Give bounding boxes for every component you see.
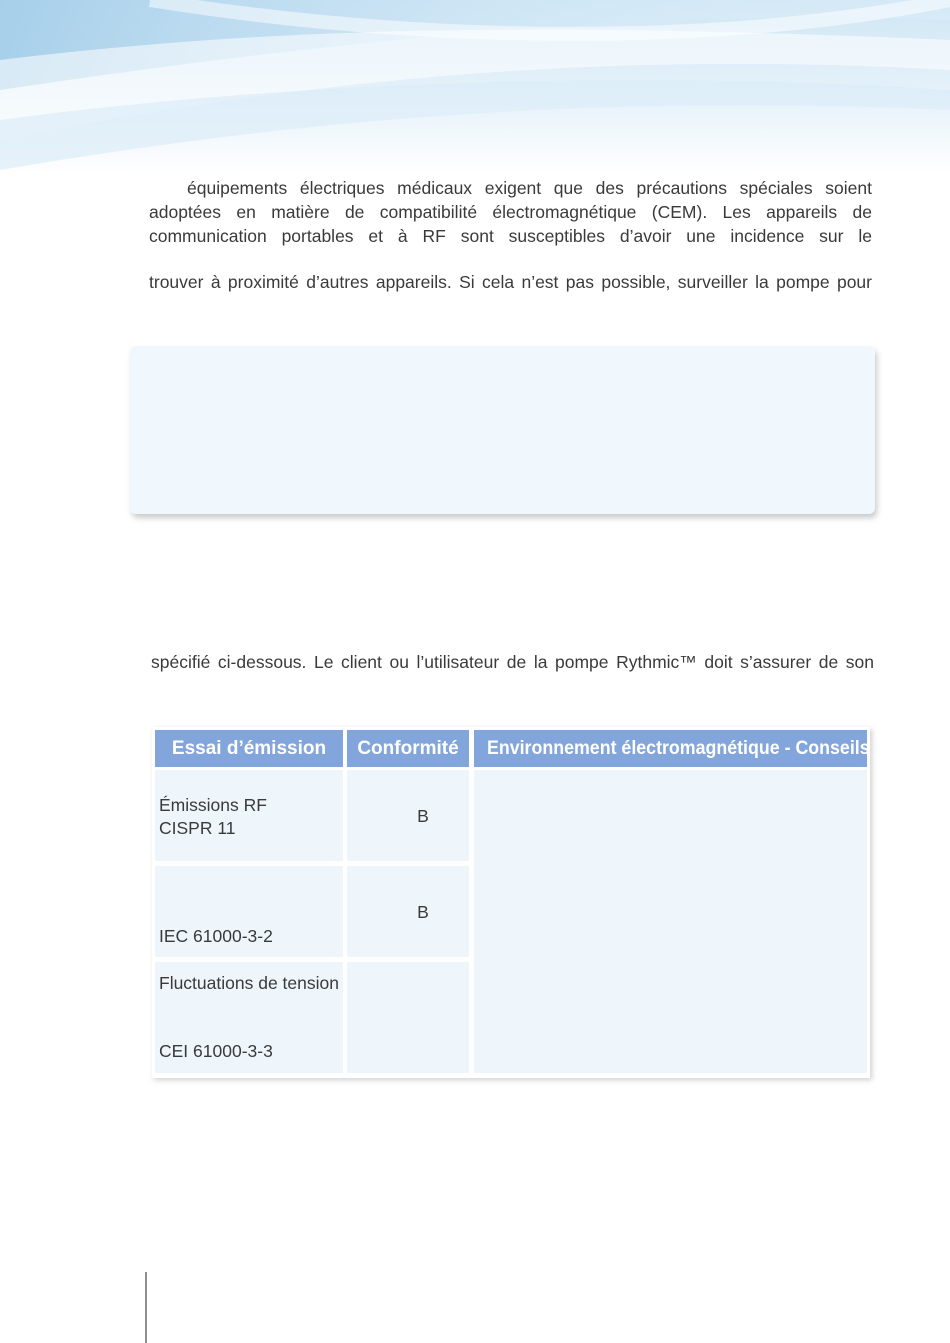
cell-text: Fluctuations de tension xyxy=(159,973,339,993)
proximity-paragraph xyxy=(149,270,872,294)
cell-text: B xyxy=(417,806,429,826)
table-cell-compliance xyxy=(347,770,469,861)
intro-line: communication portables et à RF sont susceptibles d’avoir une incidence sur le xyxy=(149,226,872,246)
proximity-line: trouver à proximité d’autres appareils. Si cela n’est pas possible, surveiller la pompe pour xyxy=(149,272,872,292)
table-cell-guidance xyxy=(474,770,867,1073)
cell-text: Émissions RF xyxy=(159,795,267,815)
margin-rule xyxy=(145,1272,147,1343)
cell-text: IEC 61000-3-2 xyxy=(159,926,273,946)
spec-paragraph xyxy=(151,650,874,674)
table-cell-compliance xyxy=(347,866,469,957)
cell-text: B xyxy=(417,902,429,922)
intro-line: adoptées en matière de compatibilité électromagnétique (CEM). Les appareils de xyxy=(149,202,872,222)
emissions-table xyxy=(152,727,870,1078)
table-cell-compliance xyxy=(347,962,469,1073)
table-cell-test xyxy=(155,770,343,861)
table-cell-test xyxy=(155,962,343,1073)
header-compliance: Conformité xyxy=(347,730,469,767)
header-test: Essai d’émission xyxy=(155,730,343,767)
table-cell-test xyxy=(155,866,343,957)
header-wave-decoration xyxy=(0,0,950,175)
cell-text: CISPR 11 xyxy=(159,818,236,838)
spec-line: spécifié ci-dessous. Le client ou l’utilisateur de la pompe Rythmic™ doit s’assurer de son xyxy=(151,652,874,672)
note-box xyxy=(130,346,875,514)
cell-text: CEI 61000-3-3 xyxy=(159,1041,273,1061)
intro-line: équipements électriques médicaux exigent que des précautions spéciales soient xyxy=(187,178,872,198)
intro-paragraph xyxy=(149,176,872,248)
header-guidance: Environnement électromagnétique - Conseils xyxy=(474,730,867,767)
